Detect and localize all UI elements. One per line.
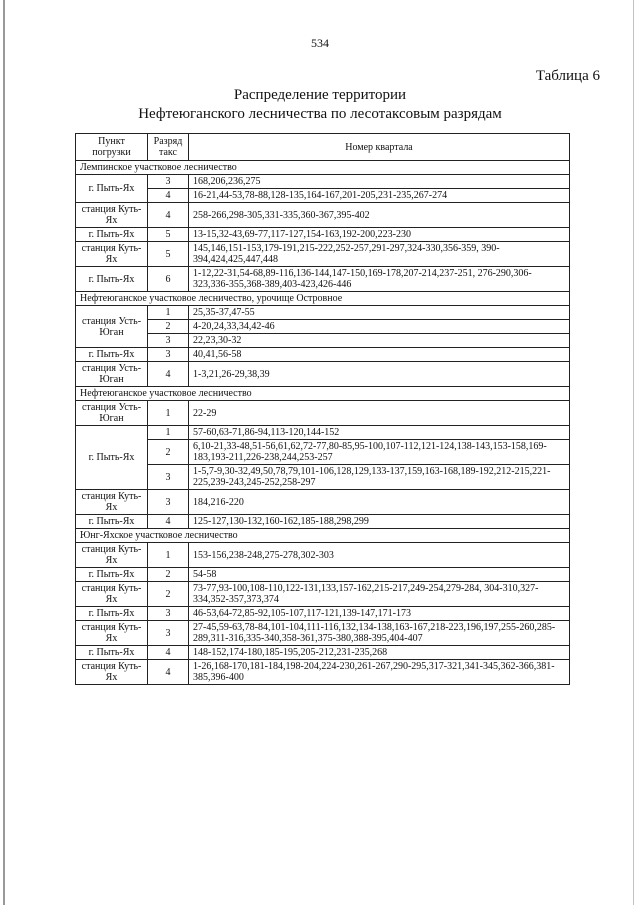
- quarter-number-cell: 16-21,44-53,78-88,128-135,164-167,201-205,231-235,267-274: [189, 189, 570, 203]
- loading-point-cell: станция Усть-Юган: [76, 401, 148, 426]
- tax-class-cell: 2: [148, 568, 189, 582]
- forest-distribution-table: [75, 133, 570, 685]
- section-row: [76, 387, 570, 401]
- loading-point-cell: г. Пыть-Ях: [76, 426, 148, 490]
- section-row: [76, 292, 570, 306]
- section-title: Лемпинское участковое лесничество: [76, 161, 570, 175]
- loading-point-cell: станция Куть-Ях: [76, 621, 148, 646]
- tax-class-cell: 1: [148, 543, 189, 568]
- table-row: [76, 440, 570, 465]
- table-row: [76, 607, 570, 621]
- quarter-number-cell: 40,41,56-58: [189, 348, 570, 362]
- tax-class-cell: 4: [148, 646, 189, 660]
- title-line-1: Распределение территории: [233, 87, 407, 103]
- tax-class-cell: 1: [148, 306, 189, 320]
- table-row: [76, 568, 570, 582]
- quarter-number-cell: 54-58: [189, 568, 570, 582]
- quarter-number-cell: 153-156,238-248,275-278,302-303: [189, 543, 570, 568]
- table-row: [76, 426, 570, 440]
- loading-point-cell: станция Куть-Ях: [76, 490, 148, 515]
- quarter-number-cell: 1-26,168-170,181-184,198-204,224-230,261-267,290-295,317-321,341-345,362-366,381-385,396-400: [189, 660, 570, 685]
- quarter-number-cell: 184,216-220: [189, 490, 570, 515]
- section-row: [76, 529, 570, 543]
- table-row: [76, 306, 570, 320]
- loading-point-cell: станция Куть-Ях: [76, 203, 148, 228]
- table-row: [76, 242, 570, 267]
- page-number: 534: [311, 36, 329, 50]
- quarter-number-cell: 145,146,151-153,179-191,215-222,252-257,291-297,324-330,356-359, 390-394,424,425,447,448: [189, 242, 570, 267]
- loading-point-cell: станция Куть-Ях: [76, 660, 148, 685]
- table-row: [76, 175, 570, 189]
- quarter-number-cell: 168,206,236,275: [189, 175, 570, 189]
- table-header-row: [76, 134, 570, 161]
- section-title: Юнг-Яхское участковое лесничество: [76, 529, 570, 543]
- section-row: [76, 161, 570, 175]
- tax-class-cell: 3: [148, 348, 189, 362]
- table-row: [76, 646, 570, 660]
- table-row: [76, 582, 570, 607]
- table-row: [76, 515, 570, 529]
- tax-class-cell: 3: [148, 607, 189, 621]
- quarter-number-cell: 1-3,21,26-29,38,39: [189, 362, 570, 387]
- loading-point-cell: станция Усть-Юган: [76, 362, 148, 387]
- loading-point-cell: г. Пыть-Ях: [76, 267, 148, 292]
- tax-class-cell: 2: [148, 440, 189, 465]
- tax-class-cell: 1: [148, 426, 189, 440]
- quarter-number-cell: 258-266,298-305,331-335,360-367,395-402: [189, 203, 570, 228]
- header-quarter-number: Номер квартала: [189, 134, 570, 161]
- tax-class-cell: 2: [148, 582, 189, 607]
- tax-class-cell: 5: [148, 228, 189, 242]
- loading-point-cell: г. Пыть-Ях: [76, 646, 148, 660]
- quarter-number-cell: 27-45,59-63,78-84,101-104,111-116,132,134-138,163-167,218-223,196,197,255-260,285-289,311-316,335-340,358-361,375-380,388-395,404-407: [189, 621, 570, 646]
- quarter-number-cell: 1-5,7-9,30-32,49,50,78,79,101-106,128,129,133-137,159,163-168,189-192,212-215,221-225,239-243,245-252,258-297: [189, 465, 570, 490]
- section-title: Нефтеюганское участковое лесничество: [76, 387, 570, 401]
- loading-point-cell: г. Пыть-Ях: [76, 175, 148, 203]
- tax-class-cell: 4: [148, 660, 189, 685]
- loading-point-cell: станция Куть-Ях: [76, 582, 148, 607]
- quarter-number-cell: 22,23,30-32: [189, 334, 570, 348]
- page-title: [0, 86, 640, 124]
- quarter-number-cell: 57-60,63-71,86-94,113-120,144-152: [189, 426, 570, 440]
- table-row: [76, 543, 570, 568]
- loading-point-cell: г. Пыть-Ях: [76, 515, 148, 529]
- tax-class-cell: 4: [148, 189, 189, 203]
- tax-class-cell: 4: [148, 515, 189, 529]
- table-row: [76, 490, 570, 515]
- table-row: [76, 465, 570, 490]
- quarter-number-cell: 1-12,22-31,54-68,89-116,136-144,147-150,169-178,207-214,237-251, 276-290,306-323,336-355,368-389,403-423,426-446: [189, 267, 570, 292]
- table-row: [76, 203, 570, 228]
- table-row: [76, 660, 570, 685]
- table-label: Таблица 6: [535, 68, 600, 84]
- table-body: [76, 161, 570, 685]
- loading-point-cell: станция Куть-Ях: [76, 242, 148, 267]
- table-row: [76, 348, 570, 362]
- table-row: [76, 334, 570, 348]
- quarter-number-cell: 73-77,93-100,108-110,122-131,133,157-162,215-217,249-254,279-284, 304-310,327-334,352-357,373,374: [189, 582, 570, 607]
- table-row: [76, 621, 570, 646]
- quarter-number-cell: 25,35-37,47-55: [189, 306, 570, 320]
- quarter-number-cell: 4-20,24,33,34,42-46: [189, 320, 570, 334]
- tax-class-cell: 3: [148, 175, 189, 189]
- header-loading-point: Пункт погрузки: [76, 134, 148, 161]
- tax-class-cell: 3: [148, 465, 189, 490]
- tax-class-cell: 4: [148, 362, 189, 387]
- section-title: Нефтеюганское участковое лесничество, урочище Островное: [76, 292, 570, 306]
- tax-class-cell: 3: [148, 334, 189, 348]
- loading-point-cell: г. Пыть-Ях: [76, 607, 148, 621]
- table-row: [76, 401, 570, 426]
- title-line-2: Нефтеюганского лесничества по лесотаксовым разрядам: [138, 106, 502, 122]
- header-tax-class: Разряд такс: [148, 134, 189, 161]
- scan-edge-right: [633, 0, 634, 905]
- tax-class-cell: 2: [148, 320, 189, 334]
- loading-point-cell: г. Пыть-Ях: [76, 348, 148, 362]
- quarter-number-cell: 125-127,130-132,160-162,185-188,298,299: [189, 515, 570, 529]
- quarter-number-cell: 46-53,64-72,85-92,105-107,117-121,139-147,171-173: [189, 607, 570, 621]
- table-row: [76, 320, 570, 334]
- quarter-number-cell: 22-29: [189, 401, 570, 426]
- table-row: [76, 189, 570, 203]
- table-row: [76, 362, 570, 387]
- tax-class-cell: 6: [148, 267, 189, 292]
- quarter-number-cell: 6,10-21,33-48,51-56,61,62,72-77,80-85,95-100,107-112,121-124,138-143,153-158,169-183,193-211,226-238,244,253-257: [189, 440, 570, 465]
- tax-class-cell: 5: [148, 242, 189, 267]
- scan-edge-left: [3, 0, 5, 905]
- loading-point-cell: станция Куть-Ях: [76, 543, 148, 568]
- table-row: [76, 267, 570, 292]
- tax-class-cell: 3: [148, 490, 189, 515]
- table-row: [76, 228, 570, 242]
- loading-point-cell: станция Усть-Юган: [76, 306, 148, 348]
- quarter-number-cell: 148-152,174-180,185-195,205-212,231-235,268: [189, 646, 570, 660]
- loading-point-cell: г. Пыть-Ях: [76, 568, 148, 582]
- tax-class-cell: 3: [148, 621, 189, 646]
- tax-class-cell: 4: [148, 203, 189, 228]
- tax-class-cell: 1: [148, 401, 189, 426]
- quarter-number-cell: 13-15,32-43,69-77,117-127,154-163,192-200,223-230: [189, 228, 570, 242]
- loading-point-cell: г. Пыть-Ях: [76, 228, 148, 242]
